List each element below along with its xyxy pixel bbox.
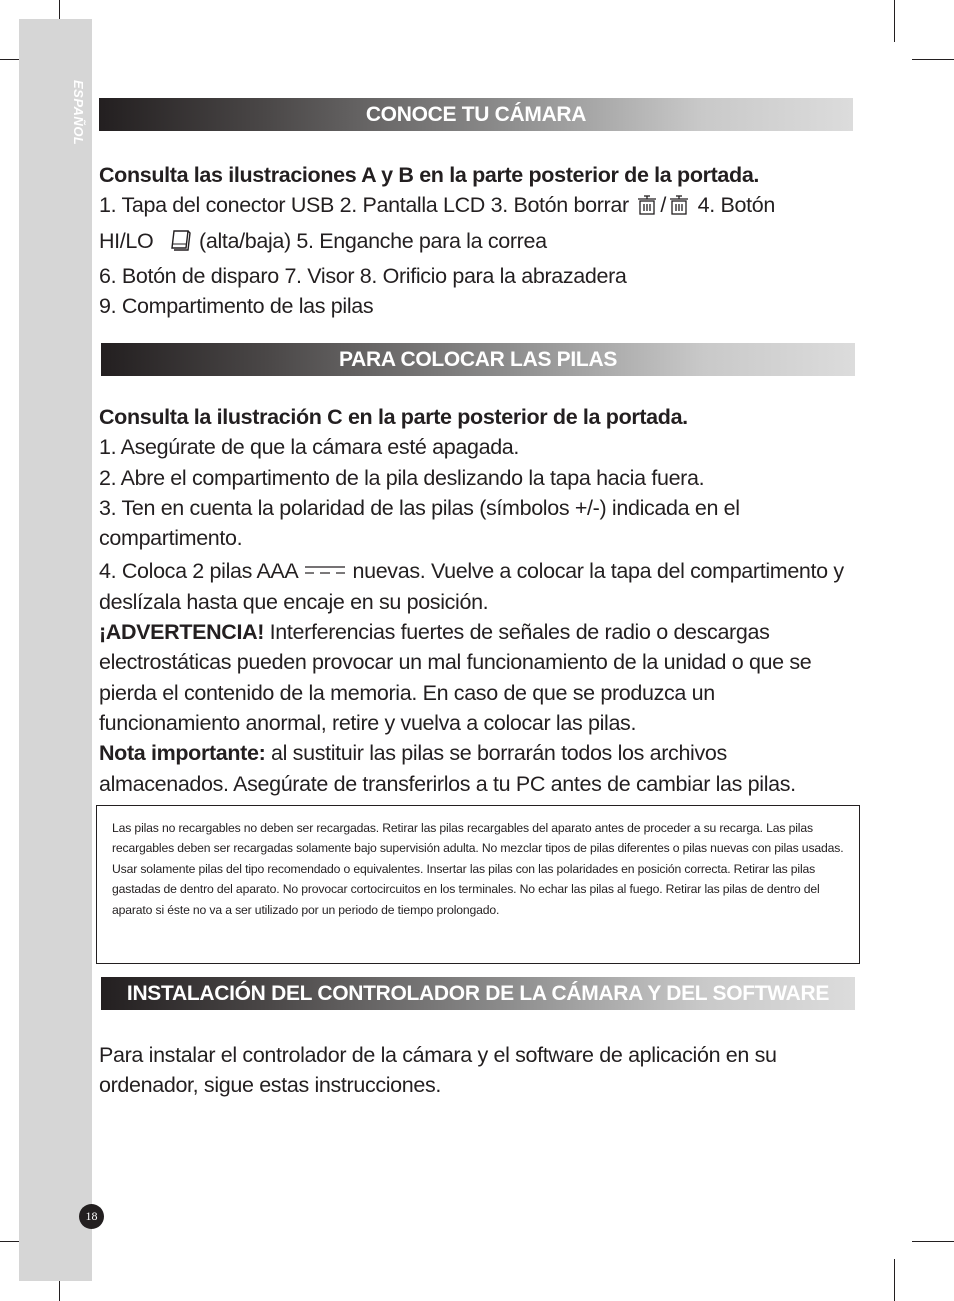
- camera-parts-line-2: [99, 226, 859, 261]
- language-sidebar: [19, 19, 92, 1281]
- trash-icon: [635, 193, 659, 225]
- parts-4-to-5: (alta/baja) 5. Enganche para la correa: [199, 228, 547, 253]
- battery-step-3: 3. Ten en cuenta la polaridad de las pilas (símbolos +/-) indicada en el compartimento.: [99, 495, 740, 551]
- battery-safety-notice: Las pilas no recargables no deben ser recargadas. Retirar las pilas recargables del aparato antes de proceder a su recarga. Las pilas recargables deben ser recargadas solamente bajo supervisión adulta. No mezclar tipos de pilas diferentes o pilas nuevas con pilas usadas. Usar solamente pilas del tipo recomendado o equivalentes. Insertar las pilas con las polaridades en posición correcta. Retirar las pilas gastadas de dentro del aparato. No provocar cortocircuitos en los terminales. No echar las pilas al fuego. Retirar las pilas de dentro del aparato si éste no va a ser utilizado por un periodo de tiempo prolongado.: [96, 805, 860, 964]
- section-header-camera: CONOCE TU CÁMARA: [99, 98, 853, 131]
- crop-mark: [894, 1259, 895, 1301]
- section-header-batteries: PARA COLOCAR LAS PILAS: [101, 343, 855, 376]
- batteries-intro: Consulta la ilustración C en la parte posterior de la portada.: [99, 405, 688, 429]
- battery-step-4-start: 4. Coloca 2 pilas AAA: [99, 559, 298, 584]
- icon-separator: /: [660, 193, 667, 218]
- crop-mark: [894, 0, 895, 42]
- battery-step-2: 2. Abre el compartimento de la pila deslizando la tapa hacia fuera.: [99, 465, 705, 490]
- camera-parts-text: [99, 160, 859, 321]
- battery-step-1: 1. Asegúrate de que la cámara esté apagada.: [99, 435, 520, 460]
- note-paragraph: [99, 738, 859, 799]
- warning-text: Interferencias fuertes de señales de radio o descargas electrostáticas pueden provocar un mal funcionamiento de la unidad o que se pierda el contenido de la memoria. En caso de que se produzca un funcionamiento anormal, retire y vuelva a colocar las pilas.: [99, 620, 812, 735]
- crop-mark: [912, 1241, 954, 1242]
- camera-parts-line-3: 6. Botón de disparo 7. Visor 8. Orificio para la abrazadera: [99, 263, 627, 288]
- camera-intro: Consulta las ilustraciones A y B en la parte posterior de la portada.: [99, 163, 760, 187]
- trash-icon: [667, 193, 691, 225]
- warning-paragraph: [99, 617, 859, 738]
- battery-step-4: [99, 553, 859, 617]
- crop-mark: [912, 59, 954, 60]
- warning-label: ¡ADVERTENCIA!: [99, 620, 265, 645]
- section-header-software: INSTALACIÓN DEL CONTROLADOR DE LA CÁMARA Y DEL SOFTWARE: [101, 977, 855, 1010]
- batteries-text: [99, 402, 859, 799]
- camera-parts-line-1: [99, 190, 859, 225]
- page-number: 18: [79, 1204, 104, 1229]
- hilo-label: HI/LO: [99, 228, 154, 253]
- language-label: ESPAÑOL: [71, 80, 86, 146]
- camera-parts-line-4: 9. Compartimento de las pilas: [99, 294, 374, 319]
- software-text: [99, 1040, 859, 1101]
- part-4-label: 4. Botón: [697, 193, 775, 218]
- battery-step-4-end: nuevas. Vuelve a colocar la tapa del compartimento y deslízala hasta que encaje en su posición.: [99, 559, 844, 614]
- note-label: Nota importante:: [99, 741, 266, 766]
- software-instructions: Para instalar el controlador de la cámara y el software de aplicación en su ordenador, sigue estas instrucciones.: [99, 1043, 777, 1098]
- parts-1-to-3: 1. Tapa del conector USB 2. Pantalla LCD 3. Botón borrar: [99, 193, 629, 218]
- hi-lo-quality-icon: [165, 227, 195, 261]
- dc-symbol-icon: [304, 553, 346, 583]
- note-text: al sustituir las pilas se borrarán todos los archivos almacenados. Asegúrate de transferirlos a tu PC antes de cambiar las pilas.: [99, 741, 796, 796]
